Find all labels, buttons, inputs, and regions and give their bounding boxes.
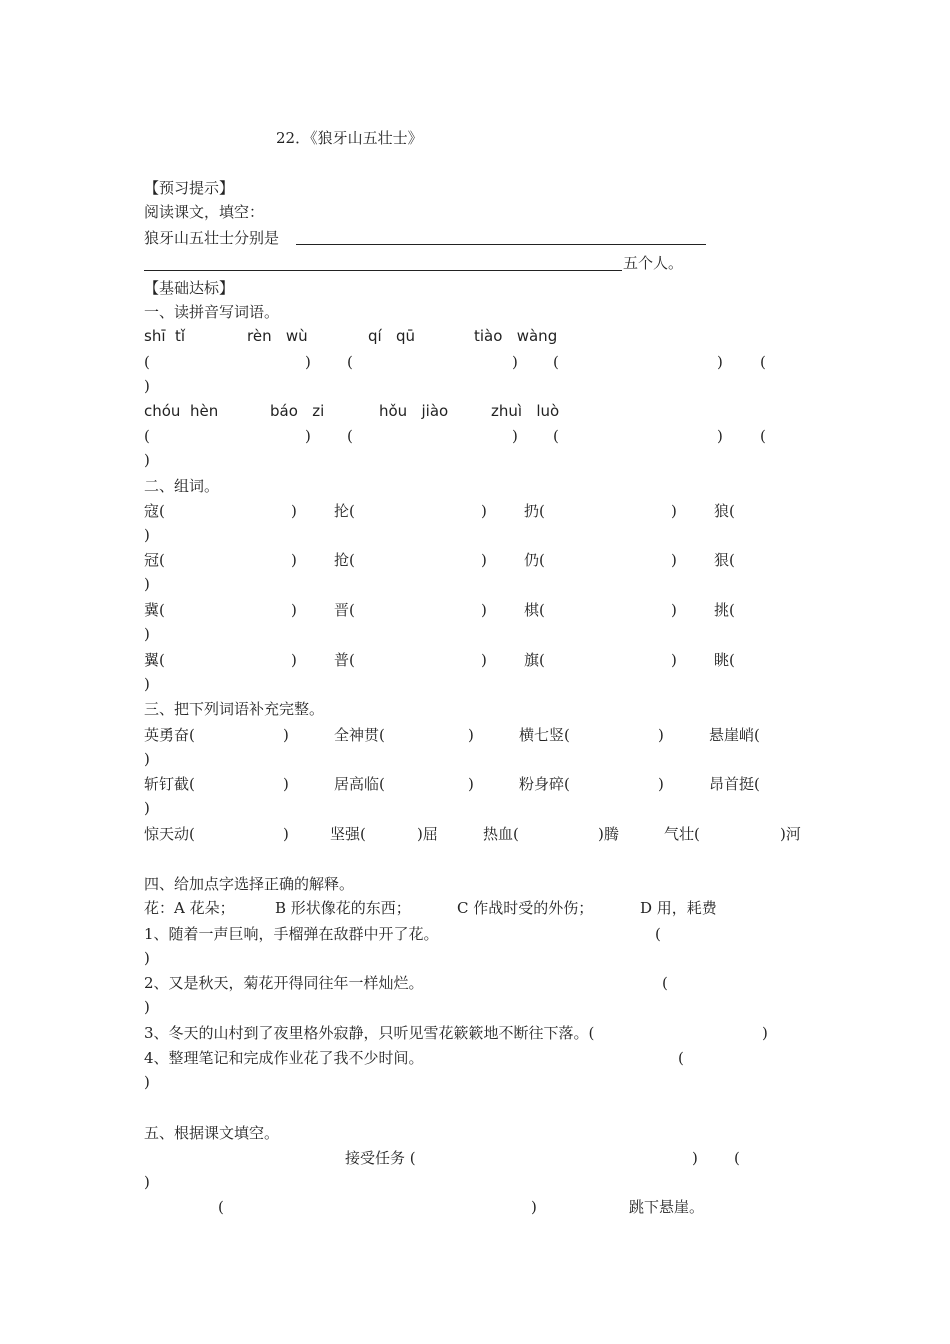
answer-close-paren: ) (717, 427, 723, 445)
word-prompt[interactable]: 挑( (714, 601, 735, 619)
answer-close-paren: ) (692, 1149, 698, 1167)
answer-open-paren[interactable]: ( (553, 427, 559, 445)
answer-close-paren: ) (283, 775, 289, 793)
word-prompt[interactable]: 翼( (144, 651, 165, 669)
pinyin-item: zhuì luò (491, 402, 560, 420)
answer-close-paren: ) (144, 998, 150, 1016)
answer-close-paren: ) (144, 1073, 150, 1091)
answer-open-paren[interactable]: ( (760, 353, 766, 371)
q4-option: 花：A 花朵； (144, 899, 235, 917)
answer-open-paren[interactable]: ( (347, 427, 353, 445)
answer-open-paren[interactable]: ( (553, 353, 559, 371)
answer-close-paren: ) (144, 575, 150, 593)
answer-close-paren: ) (144, 675, 150, 693)
q4-sentence: 1、随着一声巨响，手榴弹在敌群中开了花。 (144, 925, 439, 943)
answer-close-paren: ) (671, 601, 677, 619)
answer-close-paren: ) (291, 551, 297, 569)
idiom-prompt[interactable]: 横七竖( (519, 726, 570, 744)
answer-open-paren[interactable]: ( (144, 427, 150, 445)
word-prompt[interactable]: 狼( (714, 502, 735, 520)
answer-close-paren: ) (144, 799, 150, 817)
basics-heading: 【基础达标】 (144, 279, 235, 297)
q4-title: 四、给加点字选择正确的解释。 (144, 875, 355, 893)
fill-blank-line[interactable] (144, 270, 622, 271)
answer-close-paren: ) (468, 775, 474, 793)
q4-option: C 作战时受的外伤； (457, 899, 594, 917)
word-prompt[interactable]: 寇( (144, 502, 165, 520)
word-prompt[interactable]: 普( (334, 651, 355, 669)
idiom-prompt[interactable]: 气壮( (664, 825, 700, 843)
pinyin-item: báo zi (270, 402, 325, 420)
idiom-prompt[interactable]: 悬崖峭( (709, 726, 760, 744)
q3-title: 三、把下列词语补充完整。 (144, 700, 325, 718)
answer-close-paren: ) (305, 353, 311, 371)
pinyin-item: tiào wàng (474, 327, 558, 345)
word-prompt[interactable]: 眺( (714, 651, 735, 669)
idiom-prompt[interactable]: 热血( (483, 825, 519, 843)
preview-heading: 【预习提示】 (144, 179, 235, 197)
word-prompt[interactable]: 冀( (144, 601, 165, 619)
answer-close-paren: ) (144, 949, 150, 967)
q4-option: D 用，耗费 (640, 899, 717, 917)
q5-line1-text[interactable]: 接受任务 ( (345, 1149, 416, 1167)
idiom-prompt[interactable]: 居高临( (334, 775, 385, 793)
preview-instruction: 阅读课文，填空： (144, 203, 265, 221)
answer-close-paren: ) (291, 502, 297, 520)
idiom-prompt[interactable]: 昂首挺( (709, 775, 760, 793)
preview-line2-suffix: 五个人。 (623, 254, 684, 272)
q2-title: 二、组词。 (144, 477, 220, 495)
preview-line1-prefix: 狼牙山五壮士分别是 (144, 229, 280, 247)
answer-open-paren[interactable]: ( (218, 1198, 224, 1216)
word-prompt[interactable]: 抡( (334, 502, 355, 520)
answer-close-paren: ) (305, 427, 311, 445)
answer-close-paren: ) (144, 377, 150, 395)
answer-close-paren: ) (658, 775, 664, 793)
word-prompt[interactable]: 狠( (714, 551, 735, 569)
answer-close-paren: ) (144, 750, 150, 768)
answer-close-paren: ) (717, 353, 723, 371)
pinyin-item: shī tǐ (144, 327, 186, 345)
pinyin-item: hǒu jiào (379, 402, 449, 420)
answer-close-paren: ) (658, 726, 664, 744)
idiom-suffix: )腾 (598, 825, 619, 843)
word-prompt[interactable]: 扔( (524, 502, 545, 520)
answer-close-paren: ) (512, 427, 518, 445)
answer-close-paren: ) (144, 526, 150, 544)
answer-close-paren: ) (531, 1198, 537, 1216)
answer-close-paren: ) (481, 502, 487, 520)
answer-open-paren[interactable]: ( (734, 1149, 740, 1167)
answer-close-paren: ) (481, 601, 487, 619)
fill-blank-line[interactable] (296, 244, 706, 245)
answer-close-paren: ) (291, 601, 297, 619)
answer-close-paren: ) (671, 551, 677, 569)
word-prompt[interactable]: 晋( (334, 601, 355, 619)
answer-close-paren: ) (144, 451, 150, 469)
idiom-prompt[interactable]: 斩钉截( (144, 775, 195, 793)
answer-close-paren: ) (283, 825, 289, 843)
answer-close-paren: ) (468, 726, 474, 744)
q4-sentence: 4、整理笔记和完成作业花了我不少时间。 (144, 1049, 424, 1067)
word-prompt[interactable]: 仍( (524, 551, 545, 569)
page-title: 22．《狼牙山五壮士》 (276, 129, 423, 147)
q4-sentence[interactable]: 3、冬天的山村到了夜里格外寂静，只听见雪花簌簌地不断往下落。( (144, 1024, 595, 1042)
word-prompt[interactable]: 抢( (334, 551, 355, 569)
idiom-suffix: )河 (780, 825, 801, 843)
answer-close-paren: ) (144, 1173, 150, 1191)
q1-title: 一、读拼音写词语。 (144, 303, 280, 321)
answer-open-paren[interactable]: ( (144, 353, 150, 371)
answer-close-paren: ) (144, 625, 150, 643)
answer-close-paren: ) (481, 651, 487, 669)
answer-close-paren: ) (291, 651, 297, 669)
idiom-prompt[interactable]: 粉身碎( (519, 775, 570, 793)
answer-open-paren[interactable]: ( (655, 925, 661, 943)
answer-close-paren: ) (671, 651, 677, 669)
pinyin-item: rèn wù (247, 327, 308, 345)
q5-line2-text: 跳下悬崖。 (629, 1198, 705, 1216)
q4-option: B 形状像花的东西； (275, 899, 411, 917)
answer-open-paren[interactable]: ( (678, 1049, 684, 1067)
answer-open-paren[interactable]: ( (347, 353, 353, 371)
answer-close-paren: ) (481, 551, 487, 569)
word-prompt[interactable]: 棋( (524, 601, 545, 619)
answer-open-paren[interactable]: ( (662, 974, 668, 992)
q5-title: 五、根据课文填空。 (144, 1124, 280, 1142)
answer-close-paren: ) (283, 726, 289, 744)
answer-close-paren: ) (512, 353, 518, 371)
idiom-prompt[interactable]: 惊天动( (144, 825, 195, 843)
word-prompt[interactable]: 旗( (524, 651, 545, 669)
idiom-prompt[interactable]: 坚强( (330, 825, 366, 843)
answer-close-paren: ) (671, 502, 677, 520)
pinyin-item: chóu hèn (144, 402, 219, 420)
answer-close-paren: ) (762, 1024, 768, 1042)
idiom-prompt[interactable]: 英勇奋( (144, 726, 195, 744)
q4-sentence: 2、又是秋天，菊花开得同往年一样灿烂。 (144, 974, 424, 992)
idiom-prompt[interactable]: 全神贯( (334, 726, 385, 744)
answer-open-paren[interactable]: ( (760, 427, 766, 445)
idiom-suffix: )屈 (417, 825, 438, 843)
pinyin-item: qí qū (368, 327, 416, 345)
word-prompt[interactable]: 冠( (144, 551, 165, 569)
